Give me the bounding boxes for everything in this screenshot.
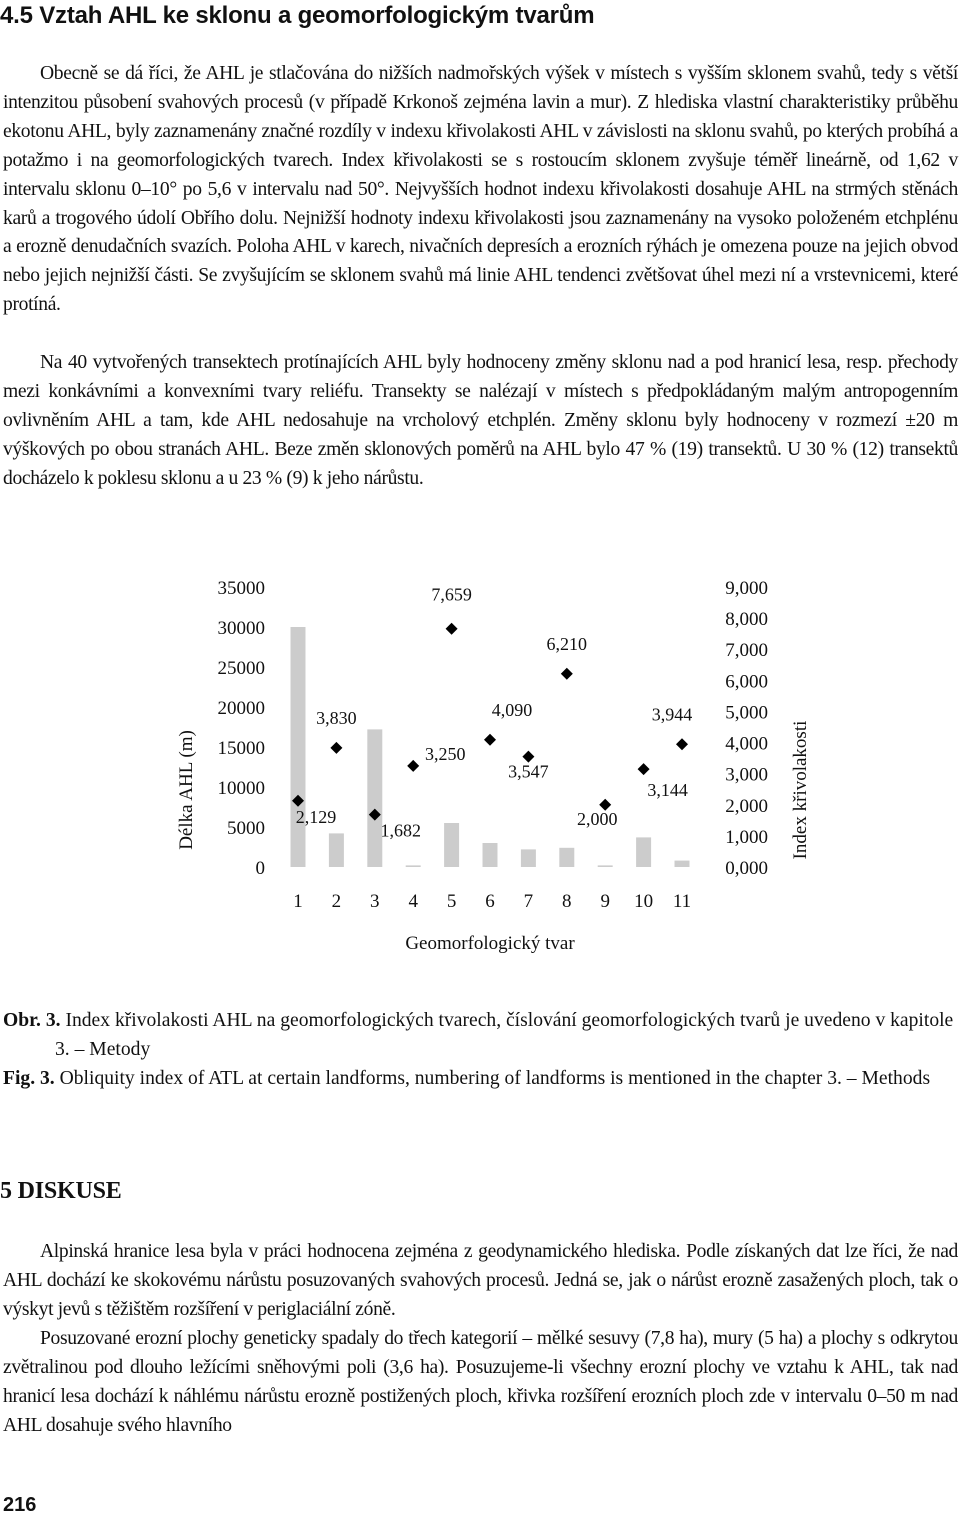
figure-caption-en bbox=[3, 1065, 958, 1094]
data-point-label: 4,090 bbox=[491, 699, 533, 720]
data-point-marker bbox=[407, 760, 419, 772]
data-point-label: 2,000 bbox=[576, 808, 618, 829]
y-tick-label: 10000 bbox=[217, 778, 265, 799]
y2-tick-label: 0,000 bbox=[725, 858, 768, 879]
x-tick-label: 11 bbox=[672, 891, 692, 912]
paragraph-1: Obecně se dá říci, že AHL je stlačována do nižších nadmořských výšek v místech s vyšším sklonem svahů, tedy s větší intenzitou působení svahových procesů (v případě Krkonoš zejména lavin a mur). Z hlediska vlastní charakteristiky průběhu ekotonu AHL, byly zaznamenány značné rozdíly v indexu křivolakosti AHL v závislosti na sklonu svahů, po kterých probíhá a potažmo i na geomorfologických tvarech. Index křivolakosti se s rostoucím sklonem zvyšuje téměř lineárně, od 1,62 v intervalu sklonu 0–10° po 5,6 v intervalu nad 50°. Nejvyšších hodnot indexu křivolakosti dosahuje AHL na strmých stěnách karů a trogového údolí Obřího dolu. Nejnižší hodnoty indexu křivolakosti jsou zaznamenány na vysoko položeném etchplénu a erozně denudačních svazích. Poloha AHL v karech, nivačních depresích a erozních rýhách je omezena pouze na jejich obvod nebo jejich nejnižší části. Se zvyšujícím se sklonem svahů má linie AHL tendenci zvětšovat úhel mezi ní a vrstevnicemi, které protíná. bbox=[3, 63, 958, 316]
x-tick-label: 10 bbox=[634, 891, 654, 912]
bar bbox=[636, 837, 651, 867]
y2-tick-label: 8,000 bbox=[725, 609, 768, 631]
bar bbox=[675, 861, 690, 867]
data-point-label: 6,210 bbox=[546, 633, 588, 654]
y-tick-label: 0 bbox=[255, 858, 265, 879]
x-tick-label: 4 bbox=[408, 891, 418, 912]
y2-tick-label: 7,000 bbox=[725, 640, 768, 662]
data-point-label: 3,547 bbox=[508, 761, 549, 782]
bar bbox=[598, 865, 613, 867]
y2-tick-label: 6,000 bbox=[725, 671, 768, 693]
y-axis-label: Délka AHL (m) bbox=[176, 730, 197, 850]
y2-tick-label: 5,000 bbox=[725, 702, 768, 724]
x-axis-label: Geomorfologický tvar bbox=[405, 933, 575, 954]
data-point-label: 3,830 bbox=[316, 707, 357, 728]
caption-label-en: Fig. 3. bbox=[3, 1068, 55, 1089]
caption-label-cz: Obr. 3. bbox=[3, 1010, 61, 1031]
caption-text-cz: Index křivolakosti AHL na geomorfologických tvarech, číslování geomorfologických tvarů je uvedeno v kapitole 3. – Metody bbox=[55, 1010, 954, 1060]
data-point-label: 7,659 bbox=[431, 584, 472, 605]
y2-tick-label: 4,000 bbox=[725, 733, 768, 755]
x-tick-label: 3 bbox=[370, 891, 380, 912]
caption-text-en: Obliquity index of ATL at certain landforms, numbering of landforms is mentioned in the chapter 3. – Methods bbox=[59, 1068, 931, 1089]
landform-obliquity-chart bbox=[160, 560, 860, 960]
bar bbox=[483, 843, 498, 867]
x-tick-label: 5 bbox=[446, 891, 457, 912]
data-point-marker bbox=[330, 742, 342, 754]
bar bbox=[367, 729, 382, 867]
section-heading: 4.5 Vztah AHL ke sklonu a geomorfologickým tvarům bbox=[0, 2, 595, 29]
data-point-marker bbox=[484, 734, 496, 746]
y-tick-label: 35000 bbox=[217, 578, 265, 599]
x-tick-label: 7 bbox=[523, 891, 534, 912]
data-point-label: 3,144 bbox=[647, 780, 688, 801]
y2-tick-label: 2,000 bbox=[725, 795, 768, 817]
bar bbox=[444, 823, 459, 867]
y-tick-label: 5000 bbox=[227, 818, 265, 839]
y2-tick-label: 1,000 bbox=[725, 826, 768, 848]
data-point-marker bbox=[561, 668, 573, 680]
data-point-label: 1,682 bbox=[380, 820, 422, 841]
x-tick-label: 8 bbox=[562, 891, 572, 912]
y-tick-label: 15000 bbox=[217, 738, 265, 759]
data-point-marker bbox=[446, 623, 458, 635]
x-tick-label: 2 bbox=[331, 891, 342, 912]
y-tick-label: 30000 bbox=[217, 618, 265, 639]
bar bbox=[521, 849, 536, 867]
discussion-heading: 5 DISKUSE bbox=[0, 1178, 122, 1204]
bar bbox=[291, 627, 306, 867]
paragraph-3: Alpinská hranice lesa byla v práci hodnocena zejména z geodynamického hlediska. Podle získaných dat lze říci, že nad AHL dochází ke skokovému nárůstu posuzovaných svahových procesů. Jedná se, jak o nárůst erozně zasažených ploch, tak o výskyt jevů s těžištěm rozšíření v periglaciální zóně. bbox=[3, 1241, 958, 1320]
bar bbox=[406, 865, 421, 867]
y-tick-label: 20000 bbox=[217, 698, 265, 719]
bar bbox=[329, 833, 344, 867]
page-number: 216 bbox=[3, 1494, 37, 1516]
bar bbox=[559, 848, 574, 867]
data-point-marker bbox=[676, 738, 688, 750]
data-point-marker bbox=[638, 763, 650, 775]
y2-tick-label: 3,000 bbox=[725, 764, 768, 786]
paragraph-2: Na 40 vytvořených transektech protínajících AHL byly hodnoceny změny sklonu nad a pod hranicí lesa, resp. přechody mezi konkávními a konvexními tvary reliéfu. Transekty se nalézají v místech s předpokládaným malým antropogenním ovlivněním AHL a tam, kde AHL nedosahuje na vrcholový etchplén. Změny sklonu byly hodnoceny v rozmezí ±20 m výškových po obou stranách AHL. Beze změn sklonových poměrů na AHL bylo 47 % (19) transektů. U 30 % (12) transektů docházelo k poklesu sklonu a u 23 % (9) k jeho nárůstu. bbox=[3, 352, 958, 489]
data-point-label: 3,944 bbox=[651, 704, 693, 725]
x-tick-label: 9 bbox=[600, 891, 610, 912]
y2-tick-label: 9,000 bbox=[725, 578, 768, 599]
paragraph-4: Posuzované erozní plochy geneticky spadaly do třech kategorií – mělké sesuvy (7,8 ha), mury (5 ha) a plochy s odkrytou zvětralinou pod dlouho ležícími sněhovými poli (3,6 ha). Posuzujeme-li všechny erozní plochy ve vztahu k AHL, tak nad hranicí lesa dochází k náhlému nárůstu erozně postižených ploch, křivka rozšíření erozních ploch zde v intervalu 0–50 m nad AHL dosahuje svého hlavního bbox=[3, 1328, 958, 1436]
data-point-label: 2,129 bbox=[295, 806, 337, 827]
bar-layer bbox=[291, 627, 690, 867]
x-tick-label: 1 bbox=[293, 891, 303, 912]
y-tick-label: 25000 bbox=[217, 658, 265, 679]
figure-caption-cz bbox=[3, 1007, 958, 1065]
y2-axis-label: Index křivolakosti bbox=[790, 720, 811, 860]
point-layer bbox=[292, 585, 692, 841]
data-point-label: 3,250 bbox=[424, 743, 466, 764]
x-tick-label: 6 bbox=[485, 891, 495, 912]
